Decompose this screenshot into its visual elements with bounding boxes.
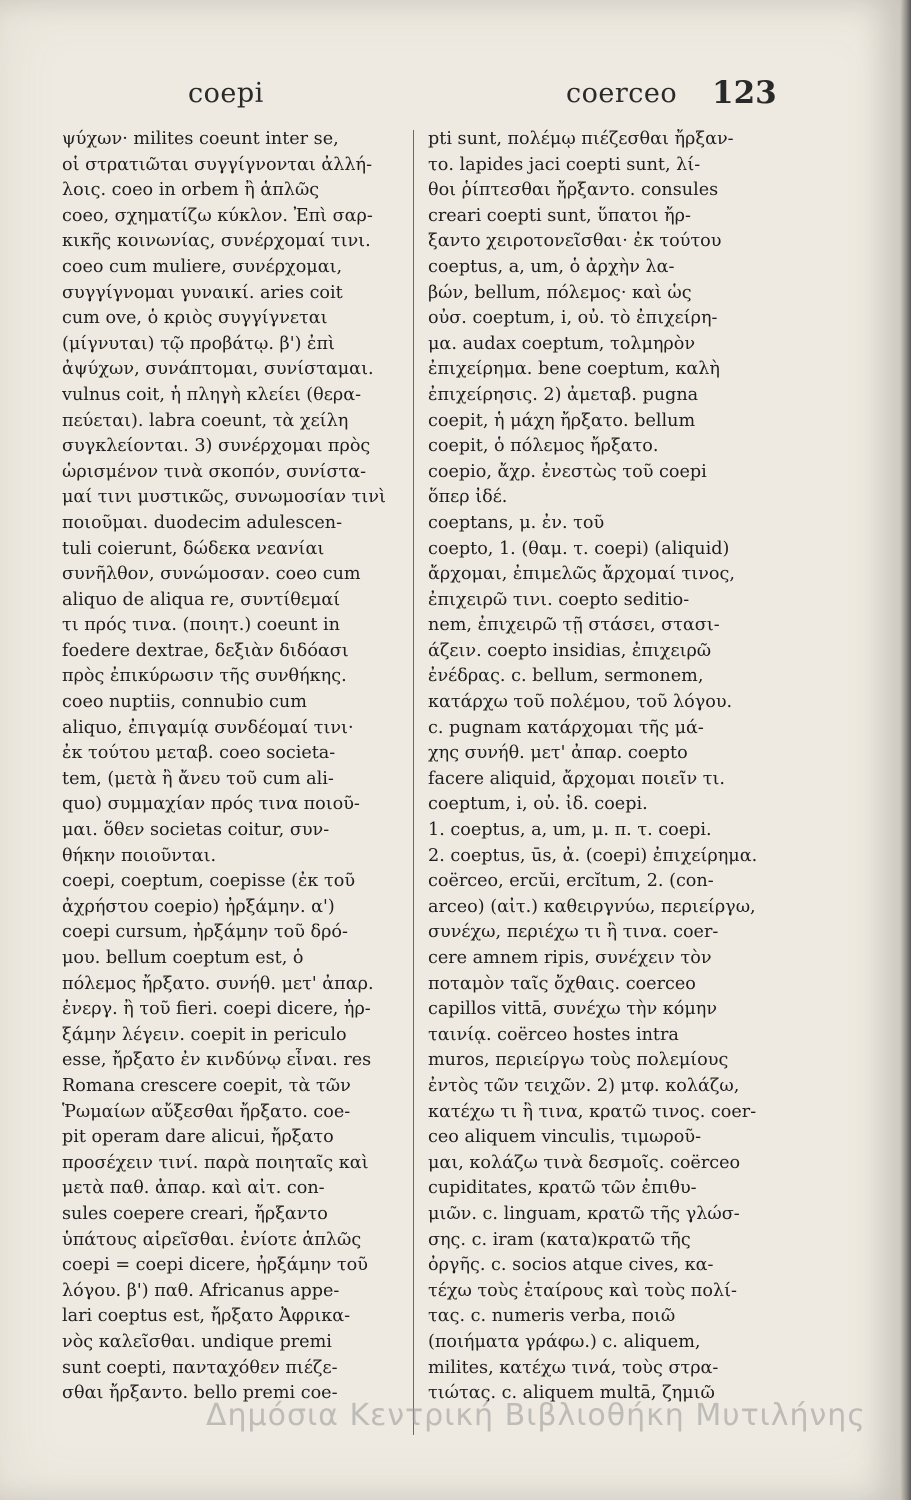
text-line: χης συνήθ. μετ' ἀπαρ. coepto <box>428 743 688 764</box>
text-line: ἐπιχείρημα. bene coeptum, καλὴ <box>428 359 720 380</box>
text-line: κικῆς κοινωνίας, συνέρχομαί τινι. <box>62 231 371 252</box>
text-line: θήκην ποιοῦνται. <box>62 845 217 866</box>
text-line: ποιοῦμαι. duodecim adulescen- <box>62 512 343 533</box>
text-line: milites, κατέχω τινά, τοὺς στρα- <box>428 1357 719 1378</box>
text-line: το. lapides jaci coepti sunt, λί- <box>428 154 701 175</box>
header-right-guide-word: coerceo <box>566 78 678 109</box>
text-line: προσέχειν τινί. παρὰ ποιηταῖς καὶ <box>62 1152 369 1173</box>
text-line: ἀψύχων, συνάπτομαι, συνίσταμαι. <box>62 359 374 380</box>
text-line: πόλεμος ἤρξατο. συνήθ. μετ' ἀπαρ. <box>62 973 374 994</box>
text-line: κατάρχω τοῦ πολέμου, τοῦ λόγου. <box>428 692 733 713</box>
text-line: pti sunt, πολέμῳ πιέζεσθαι ἤρξαν- <box>428 129 734 149</box>
text-line: esse, ἤρξατο ἐν κινδύνῳ εἶναι. res <box>62 1050 372 1071</box>
text-line: coepi = coepi dicere, ἠρξάμην τοῦ <box>62 1255 368 1276</box>
text-line: Ῥωμαίων αὔξεσθαι ἤρξατο. coe- <box>62 1101 351 1122</box>
text-line: μετὰ παθ. ἀπαρ. καὶ αἰτ. con- <box>62 1178 325 1199</box>
text-line: τιώτας. c. aliquem multā, ζημιῶ <box>428 1383 715 1404</box>
text-line: θοι ῥίπτεσθαι ἤρξαντο. consules <box>428 180 719 201</box>
text-line: 1. coeptus, a, um, μ. π. τ. coepi. <box>428 820 712 841</box>
running-head <box>0 75 900 118</box>
text-line: coepit, ἡ μάχη ἤρξατο. bellum <box>428 410 696 431</box>
text-line: μαι, κολάζω τινὰ δεσμοῖς. coërceo <box>428 1152 741 1173</box>
text-line: ταινίᾳ. coërceo hostes intra <box>428 1024 679 1045</box>
text-line: ξαντο χειροτονεῖσθαι· ἐκ τούτου <box>428 231 722 252</box>
text-line: κατέχω τι ἢ τινα, κρατῶ τινος. coer- <box>428 1101 757 1122</box>
text-line: tuli coierunt, δώδεκα νεανίαι <box>62 538 325 559</box>
text-line: sunt coepti, πανταχόθεν πιέζε- <box>62 1357 338 1378</box>
header-left-guide-word: coepi <box>188 78 264 109</box>
text-line: coepi, coeptum, coepisse (ἐκ τοῦ <box>62 871 356 892</box>
page-number: 123 <box>712 75 777 111</box>
text-line: τας. c. numeris verba, ποιῶ <box>428 1306 676 1327</box>
text-line: συνῆλθον, συνώμοσαν. coeo cum <box>62 564 361 585</box>
text-line: ἐνεργ. ἢ τοῦ fieri. coepi dicere, ἠρ- <box>62 999 371 1020</box>
text-line: βών, bellum, πόλεμος· καὶ ὡς <box>428 282 692 303</box>
text-line: συγγίγνομαι γυναικί. aries coit <box>62 282 343 303</box>
text-line: cere amnem ripis, συνέχειν τὸν <box>428 948 712 968</box>
text-line: coepio, ἄχρ. ἐνεστὼς τοῦ coepi <box>428 461 707 482</box>
text-line: ὅπερ ἰδέ. <box>428 487 508 508</box>
text-line: lari coeptus est, ἤρξατο Ἀφρικα- <box>62 1306 351 1327</box>
text-line: πρὸς ἐπικύρωσιν τῆς συνθήκης. <box>62 666 347 687</box>
text-line: ποταμὸν ταῖς ὄχθαις. coerceo <box>428 973 696 994</box>
text-line: coërceo, ercŭi, ercĭtum, 2. (con- <box>428 871 714 892</box>
text-line: ψύχων· milites coeunt inter se, <box>62 129 339 149</box>
text-line: οἱ στρατιῶται συγγίγνονται ἀλλή- <box>62 154 373 175</box>
text-line: foedere dextrae, δεξιὰν διδόασι <box>62 640 349 661</box>
text-line: λοις. coeo in orbem ἢ ἁπλῶς <box>62 180 320 201</box>
text-line: ἐνέδρας. c. bellum, sermonem, <box>428 666 704 687</box>
text-line: cupiditates, κρατῶ τῶν ἐπιθυ- <box>428 1178 697 1199</box>
text-line: aliquo de aliqua re, συντίθεμαί <box>62 589 341 610</box>
text-line: μου. bellum coeptum est, ὁ <box>62 948 304 968</box>
text-line: μαι. ὅθεν societas coitur, συν- <box>62 820 330 841</box>
text-line: ἐπιχειρῶ τινι. coepto seditio- <box>428 589 690 610</box>
text-line: μαί τινι μυστικῶς, συνωμοσίαν τινὶ <box>62 487 386 508</box>
text-line: quo) συμμαχίαν πρός τινα ποιοῦ- <box>62 794 360 815</box>
text-line: coeptus, a, um, ὁ ἀρχὴν λα- <box>428 256 675 277</box>
text-line: μα. audax coeptum, τολμηρὸν <box>428 333 696 354</box>
text-line: Romana crescere coepit, τὰ τῶν <box>62 1075 351 1096</box>
text-line: ὡρισμένον τινὰ σκοπόν, συνίστα- <box>62 461 367 482</box>
text-line: λόγου. β') παθ. Africanus appe- <box>62 1280 340 1301</box>
text-line: creari coepti sunt, ὕπατοι ἤρ- <box>428 205 691 226</box>
text-line: σης. c. iram (κατα)κρατῶ τῆς <box>428 1229 691 1250</box>
text-line: cum ove, ὁ κριὸς συγγίγνεται <box>62 308 328 329</box>
text-line: aliquo, ἐπιγαμίᾳ συνδέομαί τινι· <box>62 717 354 738</box>
text-line: ἐντὸς τῶν τειχῶν. 2) μτφ. κολάζω, <box>428 1075 740 1096</box>
text-line: pit operam dare alicui, ἤρξατο <box>62 1127 334 1148</box>
text-line: συγκλείονται. 3) συνέρχομαι πρὸς <box>62 436 371 457</box>
text-line: ἄρχομαι, ἐπιμελῶς ἄρχομαί τινος, <box>428 564 735 585</box>
text-line: σθαι ἤρξαντο. bello premi coe- <box>62 1383 338 1404</box>
text-line: coepit, ὁ πόλεμος ἤρξατο. <box>428 436 659 457</box>
text-line: 2. coeptus, ūs, ἀ. (coepi) ἐπιχείρημα. <box>428 845 758 866</box>
text-line: ξάμην λέγειν. coepit in periculo <box>62 1024 347 1045</box>
text-line: τι πρός τινα. (ποιητ.) coeunt in <box>62 615 340 636</box>
text-line: coepi cursum, ἠρξάμην τοῦ δρό- <box>62 922 348 943</box>
text-line: ceo aliquem vinculis, τιμωροῦ- <box>428 1127 702 1148</box>
text-line: ὀργῆς. c. socios atque cives, κα- <box>428 1255 714 1276</box>
text-line: πεύεται). labra coeunt, τὰ χείλη <box>62 410 349 431</box>
library-watermark: Δημόσια Κεντρική Βιβλιοθήκη Μυτιλήνης <box>206 1398 866 1433</box>
text-line: ὑπάτους αἱρεῖσθαι. ἐνίοτε ἁπλῶς <box>62 1229 362 1250</box>
text-line: (μίγνυται) τῷ προβάτῳ. β') ἐπὶ <box>62 333 335 354</box>
page-edge <box>900 0 911 1500</box>
text-line: tem, (μετὰ ἢ ἄνευ τοῦ cum ali- <box>62 768 334 789</box>
text-line: νὸς καλεῖσθαι. undique premi <box>62 1331 332 1352</box>
text-line: coeo, σχηματίζω κύκλον. Ἐπὶ σαρ- <box>62 205 373 226</box>
text-line: (ποιήματα γράφω.) c. aliquem, <box>428 1331 701 1352</box>
text-line: coeo nuptiis, connubio cum <box>62 692 307 713</box>
text-line: συνέχω, περιέχω τι ἢ τινα. coer- <box>428 922 719 943</box>
text-line: coeptum, i, οὐ. ἰδ. coepi. <box>428 794 648 815</box>
text-line: facere aliquid, ἄρχομαι ποιεῖν τι. <box>428 768 725 789</box>
text-line: τέχω τοὺς ἑταίρους καὶ τοὺς πολί- <box>428 1280 737 1301</box>
text-line: coeptans, μ. ἐν. τοῦ <box>428 512 605 533</box>
text-line: ἀχρήστου coepio) ἠρξάμην. α') <box>62 896 335 917</box>
text-line: άζειν. coepto insidias, ἐπιχειρῶ <box>428 640 712 661</box>
text-line: vulnus coit, ἡ πληγὴ κλείει (θερα- <box>62 384 362 405</box>
text-line: c. pugnam κατάρχομαι τῆς μά- <box>428 717 704 738</box>
text-line: ἐκ τούτου μεταβ. coeo societa- <box>62 743 336 764</box>
right-column <box>428 127 772 1407</box>
left-column <box>62 127 400 1407</box>
text-line: muros, περιείργω τοὺς πολεμίους <box>428 1050 729 1071</box>
text-line: μιῶν. c. linguam, κρατῶ τῆς γλώσ- <box>428 1203 740 1224</box>
text-line: sules coepere creari, ἤρξαντο <box>62 1203 328 1224</box>
text-line: coeo cum muliere, συνέρχομαι, <box>62 256 343 277</box>
text-line: nem, ἐπιχειρῶ τῇ στάσει, στασι- <box>428 615 720 636</box>
column-divider <box>413 130 414 1435</box>
text-line: coepto, 1. (θαμ. τ. coepi) (aliquid) <box>428 538 730 559</box>
text-line: ἐπιχείρησις. 2) ἀμεταβ. pugna <box>428 384 699 405</box>
text-line: arceo) (αἰτ.) καθειργνύω, περιείργω, <box>428 896 756 917</box>
text-line: capillos vittā, συνέχω τὴν κόμην <box>428 999 718 1020</box>
text-line: οὐσ. coeptum, i, οὐ. τὸ ἐπιχείρη- <box>428 308 718 329</box>
